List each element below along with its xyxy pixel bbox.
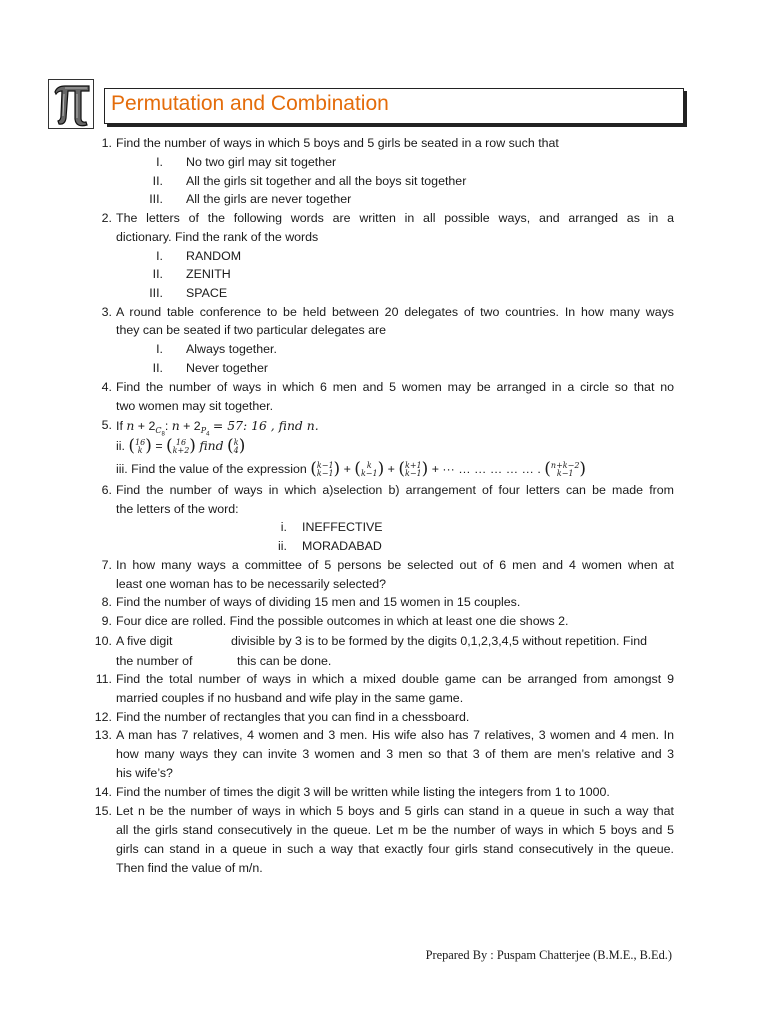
sub-numeral: ii. [278,539,287,553]
question-text: this can be done. [237,654,332,668]
question-text: A round table conference to be held between 20 delegates of two countries. In how many ways [116,305,674,319]
question-text: how many ways they can invite 3 women and 3 men so that 3 of them are men’s relative and 3 [116,747,674,761]
question-text: Let n be the number of ways in which 5 boys and 5 girls can stand in a queue in such a way that [116,804,674,818]
sub-text: RANDOM [186,249,242,263]
q5-iii-label: iii. Find the value of the expression [116,462,307,476]
sub-text: Never together [186,361,268,375]
question-number: 8. [101,595,112,609]
question-number: 13. [94,728,112,742]
sub-numeral: III. [149,192,163,206]
sub-numeral: i. [280,520,287,534]
question-text: two women may sit together. [116,399,274,413]
sub-numeral: I. [156,249,163,263]
pi-logo-icon [48,79,94,129]
question-text: divisible by 3 is to be formed by the digits 0,1,2,3,4,5 without repetition. Find [231,634,648,648]
q5-if: If [116,419,123,433]
question-text: Find the total number of ways in which a mixed double game can be arranged from amongst 9 [116,672,674,686]
question-text: dictionary. Find the rank of the words [116,230,319,244]
q5-part-ii: ii. (16 k ) = ( 16 k+2) find (k 4) [116,436,246,457]
sub-numeral: III. [149,286,163,300]
question-text: his wife’s? [116,766,173,780]
question-text: Find the number of ways in which 6 men and 5 women may be arranged in a circle so that no [116,380,674,394]
question-number: 15. [94,804,112,818]
question-text: girls can stand in a queue in such a way that exactly four girls stand consecutively in the queue. [116,842,674,856]
question-text: Find the number of rectangles that you can find in a chessboard. [116,710,470,724]
sub-numeral: II. [152,267,163,281]
sub-text: Always together. [186,342,277,356]
question-number: 1. [101,136,112,150]
question-text: Find the number of times the digit 3 will be written while listing the integers from 1 to 1000. [116,785,610,799]
question-text: Four dice are rolled. Find the possible outcomes in which at least one die shows 2. [116,614,569,628]
question-number: 4. [101,380,112,394]
sub-text: ZENITH [186,267,231,281]
question-number: 10. [94,634,112,648]
sub-numeral: II. [152,174,163,188]
q5-equation-tail: = 57: 16 , find n. [212,418,319,433]
question-text: all the girls stand consecutively in the queue. Let m be the number of ways in which 5 boys and 5 [116,823,674,837]
question-text: Then find the value of m/n. [116,861,263,875]
question-text: The letters of the following words are written in all possible ways, and arranged as in a [116,211,674,225]
question-number: 9. [101,614,112,628]
question-text: they can be seated if two particular delegates are [116,323,387,337]
question-number: 7. [101,558,112,572]
question-text: A man has 7 relatives, 4 women and 3 men. His wife also has 7 relatives, 3 women and 4 men. In [116,728,674,742]
question-number: 6. [101,483,112,497]
sub-text: INEFFECTIVE [302,520,383,534]
question-text: the letters of the word: [116,502,239,516]
question-number: 3. [101,305,112,319]
sub-text: All the girls are never together [186,192,352,206]
sub-numeral: I. [156,155,163,169]
sub-text: All the girls sit together and all the boys sit together [186,174,467,188]
question-text: A five digit [116,634,173,648]
q5-ii-label: ii. [116,439,125,453]
page-title: Permutation and Combination [111,92,389,115]
sub-text: MORADABAD [302,539,382,553]
title-box [104,88,684,124]
q5-part-i: If $n + 2_{C_8}$: $n + 2_{P_4} = 57$: 16 , find n. [116,418,319,439]
question-number: 12. [94,710,112,724]
sub-numeral: I. [156,342,163,356]
question-text: Find the number of ways of dividing 15 men and 15 women in 15 couples. [116,595,521,609]
question-text: Find the number of ways in which 5 boys and 5 girls be seated in a row such that [116,136,559,150]
question-text: Find the number of ways in which a)selection b) arrangement of four letters can be made from [116,483,674,497]
question-text: least one woman has to be necessarily selected? [116,577,386,591]
question-text: the number of [116,654,193,668]
question-number: 14. [94,785,112,799]
question-number: 2. [101,211,112,225]
q5-part-iii: iii. Find the value of the expression (k−1 k−1) + ( k k−1) + (k+1 k−1) + ··· … … … … … . (n+k−2 k−1 ) [116,459,587,480]
q5-dots: + ··· … … … … … . [431,462,541,476]
question-number: 5. [101,418,112,432]
question-number: 11. [95,672,112,686]
sub-text: No two girl may sit together [186,155,337,169]
sub-numeral: II. [152,361,163,375]
sub-text: SPACE [186,286,228,300]
question-text: married couples if no husband and wife play in the same game. [116,691,464,705]
prepared-by-footer: Prepared By : Puspam Chatterjee (B.M.E., B.Ed.) [425,948,672,962]
question-text: In how many ways a committee of 5 persons be selected out of 6 men and 4 women when at [116,558,674,572]
